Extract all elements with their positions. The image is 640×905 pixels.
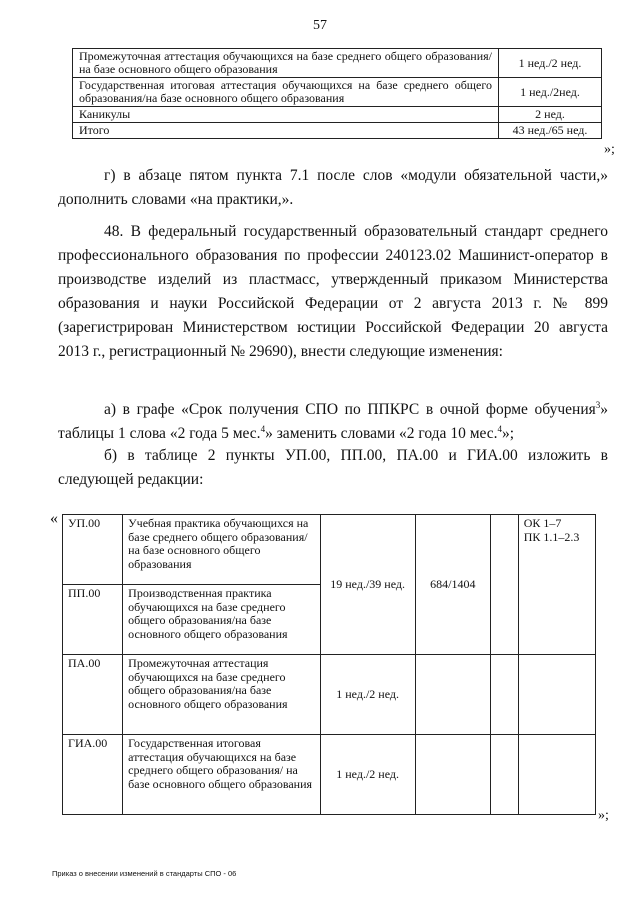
row-code: ГИА.00 xyxy=(63,735,123,815)
shared-weeks-cell: 19 нед./39 нед. xyxy=(320,515,415,655)
paragraph-a-text: а) в графе «Срок получения СПО по ППКРС в очной форме обучения xyxy=(104,401,596,418)
paragraph-a-text: » таблицы 1 слова «2 года 5 мес. xyxy=(58,401,608,442)
empty-cell xyxy=(518,655,595,735)
empty-cell xyxy=(491,515,519,655)
footnote-ref: 3 xyxy=(595,399,601,410)
table-row xyxy=(73,78,602,107)
footer-note: Приказ о внесении изменений в стандарты СПО - 06 xyxy=(52,869,237,878)
row-weeks: 1 нед./2 нед. xyxy=(320,735,415,815)
row-name: Промежуточная аттестация обучающихся на базе среднего общего образования/на базе основного общего образования xyxy=(123,655,320,735)
paragraph-48: 48. В федеральный государственный образовательный стандарт среднего профессионального образования по профессии 240123.02 Машинист-оператор в производстве изделий из пластмасс, утвержденный приказом Министерства образования и науки Российской Федерации от 2 августа 2013 г. № 899 (зарегистрирован Министерством юстиции Российской Федерации 20 августа 2013 г., регистрационный № 29690), внести следующие изменения: xyxy=(58,223,608,360)
competency-ok: ОК 1–7 xyxy=(523,516,562,530)
page-number: 57 xyxy=(313,18,327,33)
paragraph-g: г) в абзаце пятом пункта 7.1 после слов «модули обязательной части,» дополнить словами «на практики,». xyxy=(58,167,608,208)
study-schedule-table xyxy=(72,48,602,139)
table-row xyxy=(63,735,596,815)
table-row xyxy=(63,655,596,735)
footnote-ref: 4 xyxy=(260,423,266,434)
table-cell-description: Итого xyxy=(73,123,499,139)
opening-quote: « xyxy=(50,510,58,527)
table-cell-description: Каникулы xyxy=(73,107,499,123)
competency-pk: ПК 1.1–2.3 xyxy=(523,529,580,544)
closing-quote: »; xyxy=(598,808,609,823)
row-name: Производственная практика обучающихся на базе среднего общего образования/на базе основного общего образования xyxy=(123,585,320,655)
empty-cell xyxy=(415,735,490,815)
table-cell-description: Промежуточная аттестация обучающихся на базе среднего общего образования/на базе основного общего образования xyxy=(73,49,499,78)
row-name: Учебная практика обучающихся на базе среднего общего образования/на базе основного общего образования xyxy=(123,515,320,585)
paragraph-a-text: »; xyxy=(502,425,515,442)
table-cell-value: 1 нед./2 нед. xyxy=(499,49,602,78)
empty-cell xyxy=(491,655,519,735)
table-cell-value: 43 нед./65 нед. xyxy=(499,123,602,139)
row-code: УП.00 xyxy=(63,515,123,585)
table-cell-value: 1 нед./2нед. xyxy=(499,78,602,107)
empty-cell xyxy=(491,735,519,815)
shared-hours-cell: 684/1404 xyxy=(415,515,490,655)
paragraph-a xyxy=(58,398,608,446)
row-name: Государственная итоговая аттестация обучающихся на базе среднего общего образования/ на базе основного общего образования xyxy=(123,735,320,815)
empty-cell xyxy=(518,735,595,815)
competencies-cell xyxy=(518,515,595,655)
table-row xyxy=(73,49,602,78)
table-row xyxy=(73,107,602,123)
paragraph-b: б) в таблице 2 пункты УП.00, ПП.00, ПА.00 и ГИА.00 изложить в следующей редакции: xyxy=(58,447,608,488)
row-code: ПА.00 xyxy=(63,655,123,735)
table-cell-description: Государственная итоговая аттестация обучающихся на базе среднего общего образования/на базе основного общего образования xyxy=(73,78,499,107)
row-code: ПП.00 xyxy=(63,585,123,655)
curriculum-table xyxy=(62,514,596,815)
table-row xyxy=(73,123,602,139)
footnote-ref: 4 xyxy=(497,423,503,434)
empty-cell xyxy=(415,655,490,735)
table-row xyxy=(63,515,596,585)
table-cell-value: 2 нед. xyxy=(499,107,602,123)
row-weeks: 1 нед./2 нед. xyxy=(320,655,415,735)
paragraph-a-text: » заменить словами «2 года 10 мес. xyxy=(265,425,498,442)
closing-quote: »; xyxy=(604,142,615,157)
